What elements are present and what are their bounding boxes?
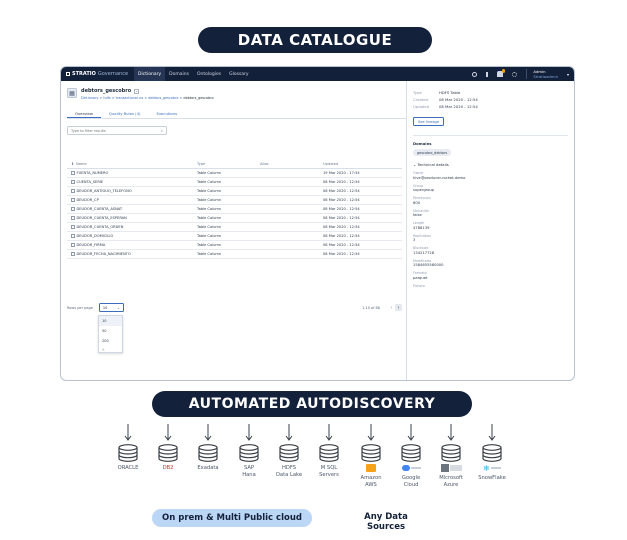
- detail-updated: 08 Mar 2020 - 12:54: [439, 104, 478, 109]
- rows-per-page-value: 10: [102, 305, 108, 310]
- nav-ontologies[interactable]: Ontologies: [196, 71, 222, 77]
- onprem-pill: On prem & Multi Public cloud: [152, 509, 312, 527]
- table-body: [67, 169, 402, 259]
- tech-value: 134217728: [413, 250, 435, 255]
- tech-key: Formato: [413, 271, 427, 275]
- row-checkbox[interactable]: [71, 243, 75, 247]
- database-icon: [469, 444, 515, 462]
- azure-logo: [428, 462, 474, 474]
- app-topbar: [61, 67, 574, 81]
- filter-input[interactable]: [71, 129, 151, 133]
- row-checkbox[interactable]: [71, 207, 75, 211]
- tech-value: 1584655580000: [413, 263, 444, 267]
- search-icon[interactable]: ⌕: [160, 128, 163, 133]
- tech-key: Fichero: [413, 283, 425, 288]
- table-row[interactable]: [67, 232, 402, 241]
- tech-key: Owner: [413, 171, 424, 175]
- source-label: SnowFlake: [478, 475, 506, 481]
- cell-updated: 08 Mar 2020 - 12:54: [323, 234, 360, 238]
- cell-type: Table Column: [197, 198, 222, 202]
- cell-name: CUENTA_SERIE: [76, 180, 104, 184]
- info-icon[interactable]: [486, 72, 488, 77]
- cell-name: DEUDOR_CUENTA_ORDEN: [76, 225, 124, 229]
- tech-key: Blocksize: [413, 246, 429, 250]
- tech-key: Ubicación: [413, 208, 430, 213]
- brand-icon: [66, 72, 70, 76]
- asset-name: debtors_gescobro: [81, 88, 132, 94]
- next-page-button[interactable]: ›: [395, 304, 402, 311]
- table-row[interactable]: [67, 223, 402, 232]
- database-icon: [428, 444, 474, 462]
- technical-list: [413, 171, 568, 288]
- tech-value: false: [413, 213, 422, 217]
- header-updated[interactable]: Updated: [323, 162, 339, 166]
- header-alias[interactable]: Alias: [260, 162, 269, 166]
- tech-key: Replication: [413, 233, 432, 238]
- arrow-down-icon: [185, 424, 231, 442]
- tech-value: 600: [413, 200, 421, 205]
- table-row[interactable]: [67, 205, 402, 214]
- see-lineage-button[interactable]: See lineage: [413, 117, 444, 126]
- catalogue-screenshot: [60, 66, 575, 381]
- row-checkbox[interactable]: [71, 180, 75, 184]
- source-label: DB2: [162, 465, 174, 471]
- cell-name: FUENTA_NUMERO: [76, 171, 109, 175]
- user-menu[interactable]: [526, 69, 558, 79]
- domains-section: [413, 135, 568, 156]
- tech-value: 3: [413, 238, 416, 242]
- tech-value: supergroup: [413, 188, 435, 192]
- domain-chip[interactable]: gescobro_debtors: [413, 149, 451, 156]
- rows-per-page-select[interactable]: [99, 303, 124, 312]
- header-name[interactable]: Name: [76, 162, 87, 166]
- domains-heading: Domains: [413, 141, 432, 146]
- cell-updated: 08 Mar 2020 - 12:54: [323, 225, 360, 229]
- cell-name: DEUDOR_CP: [76, 198, 99, 202]
- source-item: [185, 424, 231, 472]
- breadcrumb-dictionary[interactable]: Dictionary: [81, 96, 99, 100]
- header-type[interactable]: Type: [197, 162, 206, 166]
- rpp-option[interactable]: 200: [102, 339, 109, 343]
- source-item: [306, 424, 352, 478]
- row-checkbox[interactable]: [71, 234, 75, 238]
- user-role: Stratioadmin: [533, 74, 558, 79]
- cell-type: Table Column: [197, 252, 222, 256]
- hand-cursor-icon: ☝: [102, 346, 105, 352]
- source-label: Google Cloud: [401, 475, 421, 488]
- database-icon: [306, 444, 352, 462]
- tab-overview[interactable]: Overview: [67, 109, 101, 118]
- cell-type: Table Column: [197, 225, 222, 229]
- arrow-down-icon: [469, 424, 515, 442]
- cell-name: DEUDOR_ANTIGUO_TELEFONO: [76, 189, 132, 193]
- cell-name: DEUDOR_CUENTA_ASNAT: [76, 207, 123, 211]
- rpp-option[interactable]: 10: [99, 316, 122, 326]
- user-caret-icon[interactable]: ▾: [566, 71, 569, 77]
- data-catalogue-title: DATA CATALOGUE: [198, 27, 432, 53]
- nav-dictionary[interactable]: Dictionary: [134, 67, 165, 81]
- detail-type: HDFS Table: [439, 90, 461, 95]
- table-row[interactable]: [67, 241, 402, 250]
- sort-icon[interactable]: ⬍: [71, 162, 75, 166]
- tech-key: Modificado: [413, 258, 431, 263]
- cell-updated: 08 Mar 2020 - 12:54: [323, 207, 360, 211]
- user-name: Admin: [533, 69, 546, 74]
- breadcrumb-current: debtors_gescobro: [183, 96, 214, 100]
- tech-value: hive@producer-rocket-demo: [413, 175, 466, 180]
- gear-icon[interactable]: [512, 72, 517, 77]
- source-item: [469, 424, 515, 482]
- rows-per-page-label: Rows per page: [67, 305, 93, 310]
- cell-updated: 08 Mar 2020 - 12:54: [323, 243, 360, 247]
- row-checkbox[interactable]: [71, 189, 75, 193]
- cell-type: Table Column: [197, 189, 222, 193]
- cell-name: DEUDOR_FIRMA: [76, 243, 106, 247]
- tech-key: Permission: [413, 196, 431, 200]
- source-label: M SQL Servers: [319, 465, 339, 478]
- breadcrumb-debtors[interactable]: debtors_gescobro: [148, 96, 179, 100]
- table-row[interactable]: [67, 196, 402, 205]
- row-checkbox[interactable]: [71, 198, 75, 202]
- arrow-down-icon: [428, 424, 474, 442]
- breadcrumb-transactional[interactable]: transactional-no: [115, 96, 144, 100]
- source-label: HDFS Data Lake: [275, 465, 303, 478]
- asset-title: [81, 88, 214, 94]
- source-label: Exadata: [197, 465, 219, 471]
- cell-type: Table Column: [197, 180, 222, 184]
- database-icon: [185, 444, 231, 462]
- notification-bell-icon[interactable]: [497, 71, 503, 77]
- nav-glossary[interactable]: Glossary: [229, 71, 249, 77]
- row-checkbox[interactable]: [71, 252, 75, 256]
- source-label: ORACLE: [117, 465, 139, 471]
- rows-per-page-menu: [98, 315, 123, 353]
- prev-page-button[interactable]: ‹: [390, 304, 393, 311]
- cell-updated: 08 Mar 2020 - 12:54: [323, 252, 360, 256]
- brand-name: STRATIO: [72, 71, 96, 77]
- cell-updated: 08 Mar 2020 - 12:54: [323, 189, 360, 193]
- cell-updated: 08 Mar 2020 - 12:54: [323, 216, 360, 220]
- cell-name: DEUDOR_DOMICILIO: [76, 234, 114, 238]
- snowflake-logo: ❄: [469, 462, 515, 474]
- table-row[interactable]: [67, 214, 402, 223]
- page-range: 1-10 of 88: [362, 305, 380, 310]
- autodiscovery-title: AUTOMATED AUTODISCOVERY: [152, 391, 472, 417]
- brand-logo: [66, 71, 128, 77]
- cell-name: DEUDOR_FECHA_NACIMIENTO: [76, 252, 131, 256]
- filter-search: [67, 126, 167, 135]
- breadcrumb-hdfs[interactable]: hdfs: [103, 96, 111, 100]
- tech-key: Group: [413, 183, 424, 188]
- cell-type: Table Column: [197, 243, 222, 247]
- table-row[interactable]: [67, 187, 402, 196]
- detail-created: 08 Mar 2020 - 12:54: [439, 97, 478, 102]
- tech-value: parquet: [413, 275, 428, 280]
- cell-name: DEUDOR_CUENTA_ESPERAN: [76, 216, 127, 220]
- cell-updated: 08 Mar 2020 - 12:54: [323, 180, 360, 184]
- main-panel: [61, 81, 406, 380]
- chevron-down-icon: ⌄: [116, 305, 120, 310]
- asset-tabs: [67, 109, 406, 119]
- cell-type: Table Column: [197, 207, 222, 211]
- table-row[interactable]: [67, 169, 402, 178]
- technical-section: [413, 162, 568, 288]
- tab-quality-rules[interactable]: Quality Rules (4): [108, 111, 141, 116]
- any-data-sources-label: Any Data Sources: [364, 512, 408, 532]
- source-label: Microsoft Azure: [439, 475, 463, 488]
- asset-header: [67, 88, 214, 100]
- tab-executions[interactable]: Executions: [156, 111, 178, 116]
- pagination: [67, 303, 402, 312]
- source-item: [428, 424, 474, 488]
- cell-type: Table Column: [197, 234, 222, 238]
- cell-updated: 19 Mar 2020 - 17:54: [323, 171, 360, 175]
- cell-updated: 08 Mar 2020 - 12:54: [323, 198, 360, 202]
- table-icon: ▦: [67, 88, 77, 98]
- row-checkbox[interactable]: [71, 225, 75, 229]
- table-row[interactable]: [67, 250, 402, 259]
- table-row[interactable]: [67, 178, 402, 187]
- table-header: [67, 160, 402, 169]
- cell-type: Table Column: [197, 171, 222, 175]
- chevron-down-icon[interactable]: ⌄: [135, 89, 139, 93]
- arrow-down-icon: [306, 424, 352, 442]
- search-icon[interactable]: [472, 72, 477, 77]
- brand-sub: Governance: [97, 71, 129, 77]
- source-label: Amazon AWS: [360, 475, 382, 488]
- rpp-option[interactable]: 50: [102, 329, 107, 333]
- tech-value: 4788139: [413, 225, 430, 230]
- notification-badge: [502, 69, 506, 73]
- row-checkbox[interactable]: [71, 216, 75, 220]
- columns-table: [67, 160, 402, 259]
- details-panel: Type HDFS Table Created 08 Mar 2020 - 12:54 Updated 08 Mar 2020 - 12:54 See lineage Domains gescobro_debtors ⌄ Technical details Owner hive@producer-rocket-demo Group supergroup Permission 600 Ubicación false Length 4788139 Replication 3 Blocksize 134217728 Modificado 1584655580000 Formato parquet Fichero: [406, 81, 574, 380]
- tech-key: Length: [413, 221, 425, 225]
- technical-toggle[interactable]: ⌄ Technical details: [413, 162, 449, 167]
- cell-type: Table Column: [197, 216, 222, 220]
- source-label: SAP Hana: [242, 465, 256, 478]
- nav-domains[interactable]: Domains: [169, 71, 189, 77]
- row-checkbox[interactable]: [71, 171, 75, 175]
- breadcrumb: Dictionary > hdfs > transactional-no > debtors_gescobro > debtors_gescobro: [81, 96, 214, 100]
